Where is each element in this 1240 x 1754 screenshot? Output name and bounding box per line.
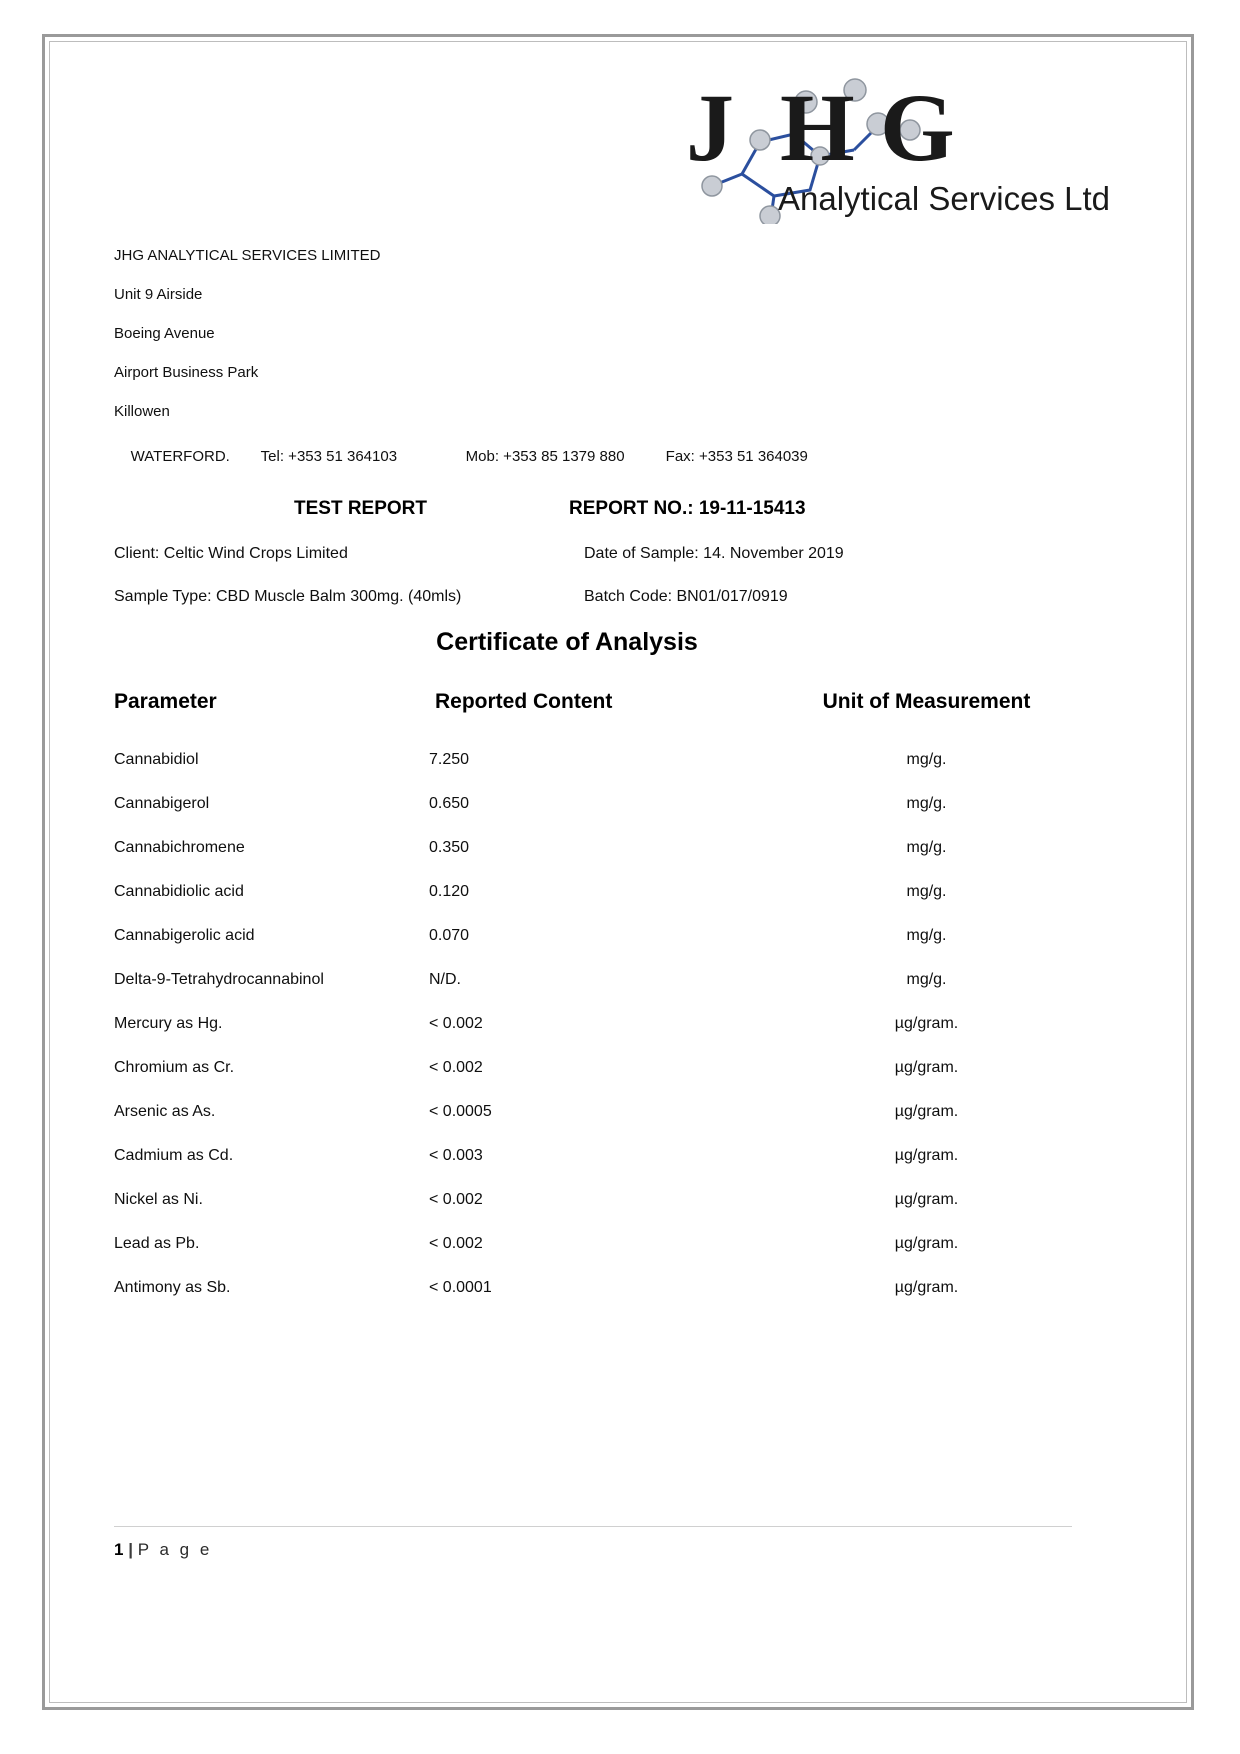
- parameter-unit: µg/gram.: [894, 1147, 959, 1164]
- parameter-unit: mg/g.: [906, 927, 947, 944]
- parameter-value: < 0.0001: [429, 1279, 492, 1296]
- table-row: [114, 1266, 1114, 1310]
- parameter-unit: mg/g.: [906, 883, 947, 900]
- address-tel: Tel: +353 51 364103: [260, 448, 398, 465]
- parameter-unit: mg/g.: [906, 751, 947, 768]
- address-city: WATERFORD.: [130, 448, 230, 465]
- address-contact-line: [114, 431, 808, 482]
- parameter-value: 0.650: [429, 795, 470, 812]
- column-header-unit: Unit of Measurement: [822, 690, 1031, 713]
- parameter-name: Cannabigerolic acid: [114, 927, 255, 944]
- column-header-reported-content: Reported Content: [435, 690, 613, 713]
- address-line: Airport Business Park: [114, 364, 259, 381]
- report-number: REPORT NO.: 19-11-15413: [569, 498, 806, 519]
- parameter-unit: µg/gram.: [894, 1059, 959, 1076]
- table-row: [114, 1090, 1114, 1134]
- parameter-name: Mercury as Hg.: [114, 1015, 223, 1032]
- document-content: [62, 50, 1174, 1694]
- certificate-title: Certificate of Analysis: [436, 628, 698, 656]
- parameter-unit: µg/gram.: [894, 1103, 959, 1120]
- table-row: [114, 914, 1114, 958]
- report-meta-row-1: [114, 545, 1114, 563]
- table-row: [114, 1222, 1114, 1266]
- logo-letter-g: G: [880, 74, 955, 181]
- table-row: [114, 826, 1114, 870]
- table-row: [114, 1178, 1114, 1222]
- sample-type: Sample Type: CBD Muscle Balm 300mg. (40mls): [114, 588, 462, 605]
- parameter-value: 0.070: [429, 927, 470, 944]
- table-row: [114, 870, 1114, 914]
- parameter-name: Antimony as Sb.: [114, 1279, 231, 1296]
- parameter-unit: µg/gram.: [894, 1191, 959, 1208]
- address-line: JHG ANALYTICAL SERVICES LIMITED: [114, 247, 381, 264]
- table-row: [114, 1046, 1114, 1090]
- parameter-value: < 0.002: [429, 1059, 483, 1076]
- parameter-name: Chromium as Cr.: [114, 1059, 235, 1076]
- footer-page-number: 1: [114, 1540, 124, 1559]
- address-mobile: Mob: +353 85 1379 880: [465, 448, 625, 465]
- client-name: Client: Celtic Wind Crops Limited: [114, 545, 348, 562]
- report-meta-row-2: [114, 588, 1114, 606]
- parameter-unit: µg/gram.: [894, 1015, 959, 1032]
- address-fax: Fax: +353 51 364039: [665, 448, 808, 465]
- analysis-table: [114, 680, 1114, 1310]
- parameter-name: Lead as Pb.: [114, 1235, 200, 1252]
- parameter-name: Cannabidiol: [114, 751, 199, 768]
- parameter-name: Arsenic as As.: [114, 1103, 216, 1120]
- logo-tagline: Analytical Services Ltd: [778, 180, 1110, 217]
- parameter-name: Cadmium as Cd.: [114, 1147, 234, 1164]
- parameter-value: 0.120: [429, 883, 470, 900]
- logo-letter-j: J: [686, 74, 734, 181]
- parameter-name: Nickel as Ni.: [114, 1191, 203, 1208]
- parameter-value: N/D.: [429, 971, 461, 988]
- parameter-value: < 0.003: [429, 1147, 483, 1164]
- footer-separator: |: [128, 1540, 133, 1559]
- parameter-value: < 0.002: [429, 1015, 483, 1032]
- parameter-value: 0.350: [429, 839, 470, 856]
- date-of-sample: Date of Sample: 14. November 2019: [584, 545, 844, 562]
- footer-page-label: P a g e: [137, 1540, 213, 1559]
- parameter-unit: µg/gram.: [894, 1279, 959, 1296]
- parameter-value: < 0.002: [429, 1235, 483, 1252]
- parameter-name: Delta-9-Tetrahydrocannabinol: [114, 971, 324, 988]
- logo-letter-h: H: [780, 74, 855, 181]
- company-address: [114, 236, 1014, 431]
- parameter-unit: mg/g.: [906, 839, 947, 856]
- parameter-unit: mg/g.: [906, 795, 947, 812]
- page-footer: [114, 1540, 212, 1560]
- company-logo: [682, 64, 1162, 224]
- table-row: [114, 1002, 1114, 1046]
- parameter-unit: mg/g.: [906, 971, 947, 988]
- column-header-parameter: Parameter: [114, 690, 217, 713]
- parameter-value: < 0.0005: [429, 1103, 492, 1120]
- address-line: Killowen: [114, 403, 170, 420]
- parameter-unit: µg/gram.: [894, 1235, 959, 1252]
- batch-code: Batch Code: BN01/017/0919: [584, 588, 788, 605]
- jhg-logo-icon: [682, 64, 1162, 224]
- parameter-name: Cannabichromene: [114, 839, 245, 856]
- address-line: Unit 9 Airside: [114, 286, 203, 303]
- address-line: Boeing Avenue: [114, 325, 215, 342]
- table-row: [114, 738, 1114, 782]
- parameter-name: Cannabigerol: [114, 795, 210, 812]
- table-row: [114, 958, 1114, 1002]
- table-row: [114, 782, 1114, 826]
- parameter-value: < 0.002: [429, 1191, 483, 1208]
- table-header-row: [114, 680, 1114, 738]
- table-row: [114, 1134, 1114, 1178]
- footer-divider: [114, 1526, 1072, 1527]
- report-title: TEST REPORT: [294, 498, 428, 519]
- parameter-value: 7.250: [429, 751, 470, 768]
- parameter-name: Cannabidiolic acid: [114, 883, 244, 900]
